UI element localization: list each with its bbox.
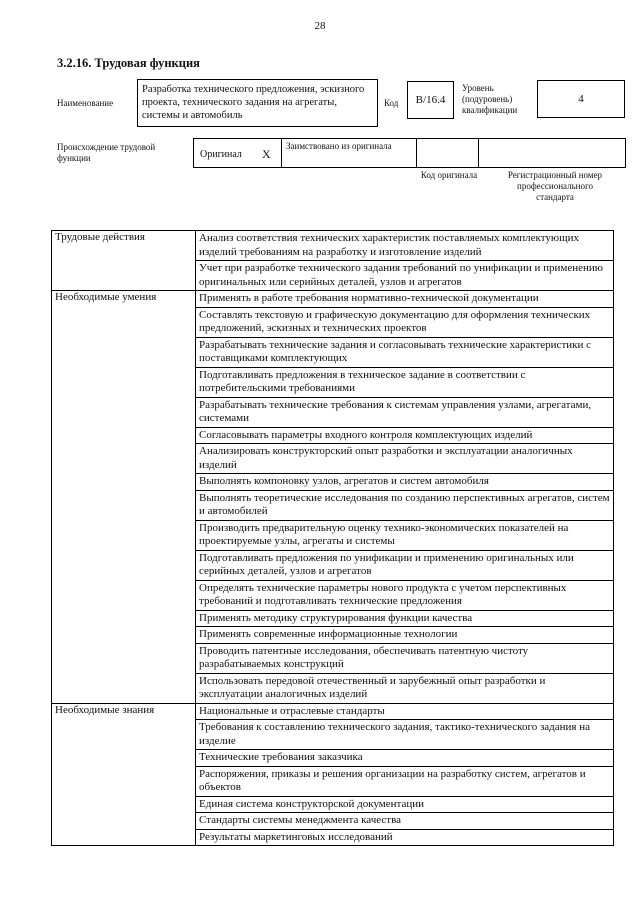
table-row <box>52 703 614 720</box>
section-item: Учет при разработке технического задания требований по унификации и применению оригинальных или серийных деталей, узлов и агрегатов <box>196 261 614 291</box>
level-label: Уровень (подуровень) квалификации <box>462 83 518 115</box>
section-item: Технические требования заказчика <box>196 750 614 767</box>
section-item: Единая система конструкторской документации <box>196 796 614 813</box>
competency-table <box>51 230 614 846</box>
borrowed-cell <box>282 139 417 167</box>
section-heading: Необходимые умения <box>52 291 196 704</box>
origin-row <box>193 138 626 168</box>
origin-label: Происхождение трудовой функции <box>57 142 156 163</box>
original-cell <box>194 139 282 167</box>
section-item: Согласовывать параметры входного контроля комплектующих изделий <box>196 427 614 444</box>
original-mark: X <box>262 147 271 161</box>
section-item: Выполнять компоновку узлов, агрегатов и систем автомобиля <box>196 474 614 491</box>
name-label: Наименование <box>57 98 114 108</box>
section-item: Распоряжения, приказы и решения организации на разработку систем, агрегатов и объектов <box>196 766 614 796</box>
original-label: Оригинал <box>200 149 242 160</box>
table-row <box>52 291 614 308</box>
section-item: Применять методику структурирования функции качества <box>196 610 614 627</box>
code-value: B/16.4 <box>407 81 454 119</box>
section-item: Результаты маркетинговых исследований <box>196 829 614 846</box>
reg-number-cell <box>479 139 627 167</box>
section-item: Применять современные информационные технологии <box>196 627 614 644</box>
section-item: Национальные и отраслевые стандарты <box>196 703 614 720</box>
section-item: Проводить патентные исследования, обеспечивать патентную чистоту разрабатываемых конструкций <box>196 643 614 673</box>
section-item: Определять технические параметры нового продукта с учетом перспективных требований и подготавливать технические предложения <box>196 580 614 610</box>
section-item: Подготавливать предложения в техническое задание в соответствии с потребительскими требованиями <box>196 367 614 397</box>
section-item: Подготавливать предложения по унификации и применению оригинальных или серийных деталей, узлов и агрегатов <box>196 550 614 580</box>
section-item: Выполнять теоретические исследования по созданию перспективных агрегатов, систем и автомобилей <box>196 490 614 520</box>
section-item: Стандарты системы менеджмента качества <box>196 813 614 830</box>
name-value: Разработка технического предложения, эскизного проекта, технического задания на агрегаты, системы и автомобиль <box>137 79 378 127</box>
reg-number-caption: Регистрационный номер профессионального стандарта <box>507 170 603 202</box>
table-row <box>52 231 614 261</box>
section-item: Применять в работе требования нормативно-технической документации <box>196 291 614 308</box>
section-item: Разрабатывать технические задания и согласовывать технические характеристики с поставщиками комплектующих <box>196 337 614 367</box>
level-value: 4 <box>537 80 625 118</box>
section-item: Использовать передовой отечественный и зарубежный опыт разработки и эксплуатации аналогичных изделий <box>196 673 614 703</box>
section-item: Производить предварительную оценку технико-экономических показателей на проектируемые узлы, агрегаты и системы <box>196 520 614 550</box>
section-item: Разрабатывать технические требования к системам управления узлами, агрегатами, системами <box>196 397 614 427</box>
section-item: Требования к составлению технического задания, тактико-технического задания на изделие <box>196 720 614 750</box>
code-label: Код <box>384 98 399 108</box>
borrowed-label: Заимствовано из оригинала <box>286 141 392 151</box>
section-heading: Необходимые знания <box>52 703 196 846</box>
code-original-caption: Код оригинала <box>420 170 478 180</box>
section-title: 3.2.16. Трудовая функция <box>57 56 200 70</box>
section-item: Составлять текстовую и графическую документацию для оформления технических предложений, эскизных и технических проектов <box>196 307 614 337</box>
page-number: 28 <box>314 20 326 32</box>
section-item: Анализ соответствия технических характеристик поставляемых комплектующих изделий требованиям на разработку и изготовление изделий <box>196 231 614 261</box>
section-item: Анализировать конструкторский опыт разработки и эксплуатации аналогичных изделий <box>196 444 614 474</box>
section-heading: Трудовые действия <box>52 231 196 291</box>
code-original-cell <box>417 139 479 167</box>
